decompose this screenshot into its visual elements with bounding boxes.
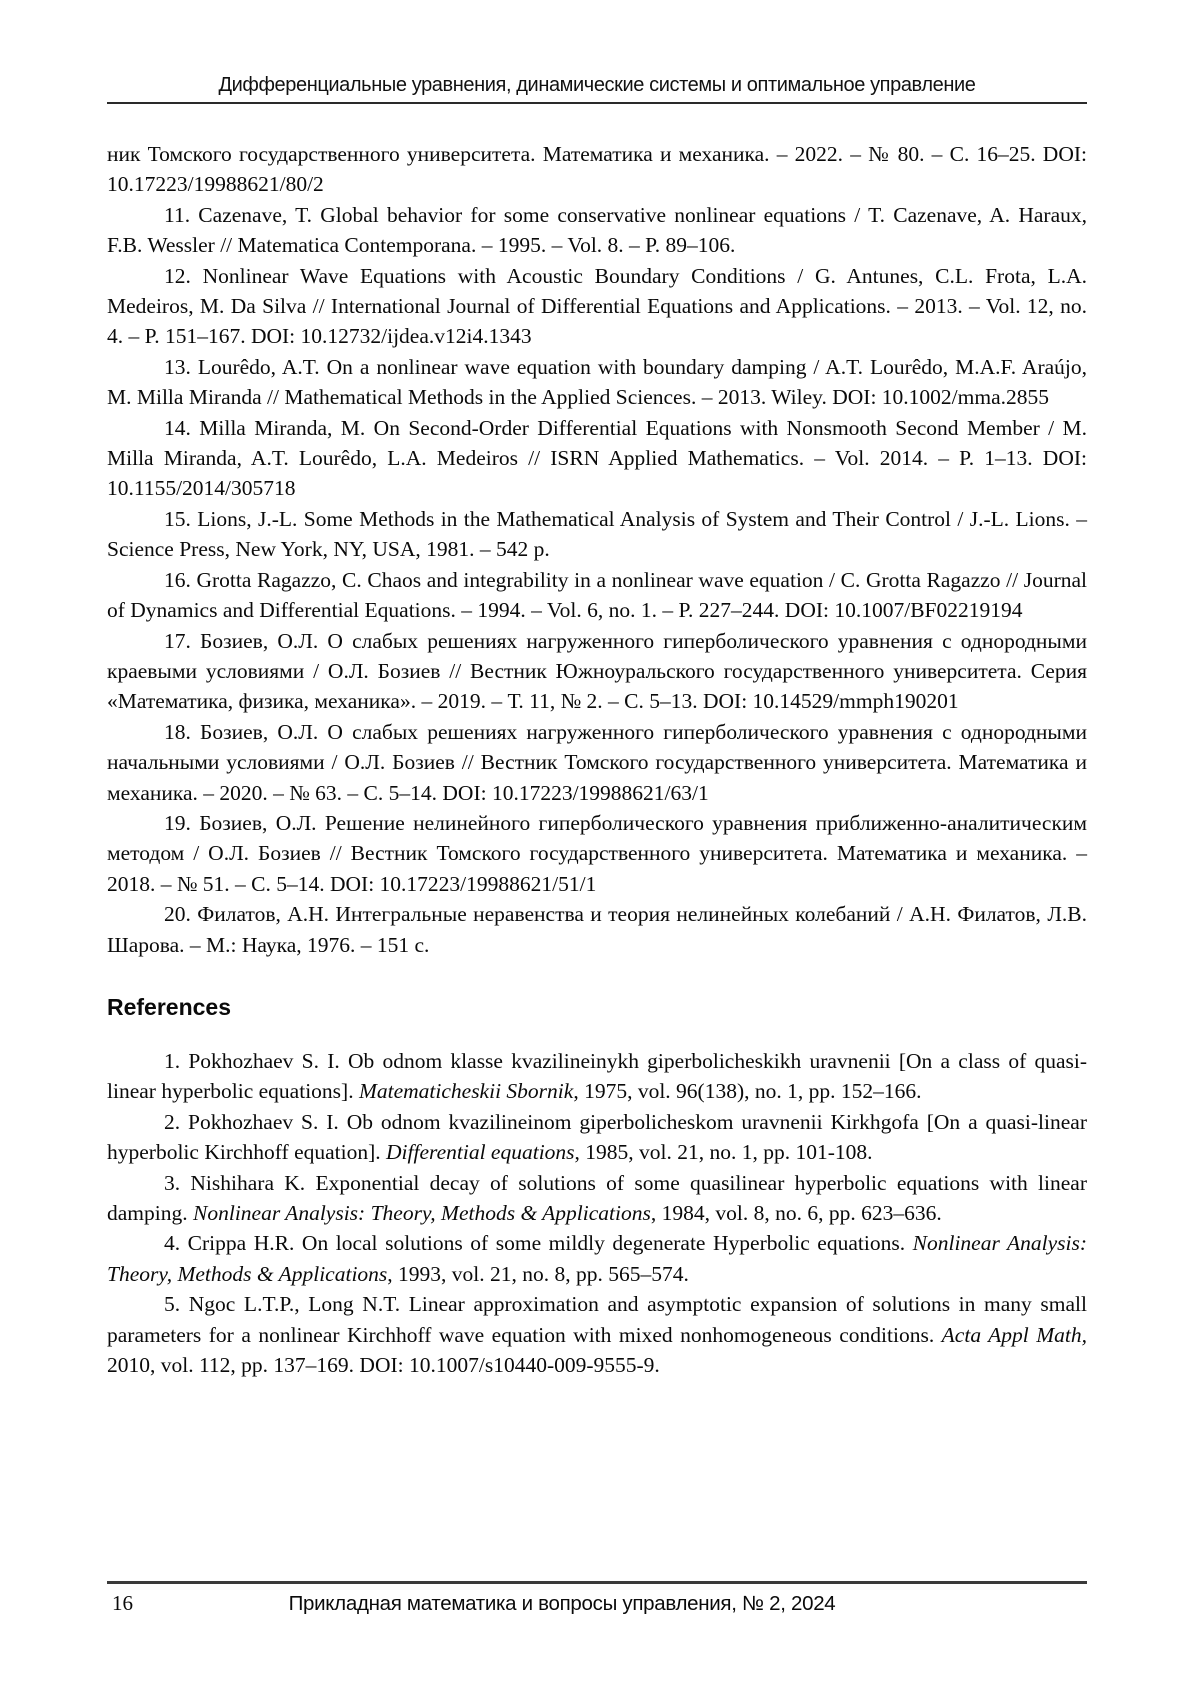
reference-text: , 1993, vol. 21, no. 8, pp. 565–574. [387, 1261, 689, 1286]
reference-paragraph [107, 565, 1087, 626]
reference-text: 12. Nonlinear Wave Equations with Acoustic Boundary Conditions / G. Antunes, C.L. Frota, L.A. Medeiros, M. Da Silva // International Journal of Differential Equations and Applications. – 2013. – Vol. 12, no. 4. – P. 151–167. DOI: 10.12732/ijdea.v12i4.1343 [107, 263, 1087, 349]
reference-paragraph [107, 352, 1087, 413]
page-number: 16 [112, 1591, 133, 1615]
reference-text: 20. Филатов, А.Н. Интегральные неравенства и теория нелинейных колебаний / А.Н. Филатов, Л.В. Шарова. – М.: Наука, 1976. – 151 с. [107, 902, 1087, 957]
reference-text: 14. Milla Miranda, M. On Second-Order Differential Equations with Nonsmooth Second Member / M. Milla Miranda, A.T. Lourêdo, L.A. Medeiros // ISRN Applied Mathematics. – Vol. 2014. – P. 1–13. DOI: 10.1155/2014/305718 [107, 415, 1087, 501]
reference-paragraph [107, 808, 1087, 899]
reference-paragraph [107, 1289, 1087, 1380]
reference-text: 18. Бозиев, О.Л. О слабых решениях нагруженного гиперболического уравнения с однородными начальными условиями / О.Л. Бозиев // Вестник Томского государственного университета. Математика и механика. – 2020. – № 63. – С. 5–14. DOI: 10.17223/19988621/63/1 [107, 719, 1087, 805]
reference-text: 17. Бозиев, О.Л. О слабых решениях нагруженного гиперболического уравнения с однородными краевыми условиями / О.Л. Бозиев // Вестник Южноуральского государственного университета. Серия «Математика, физика, механика». – 2019. – Т. 11, № 2. – С. 5–13. DOI: 10.14529/mmph190201 [107, 628, 1087, 714]
reference-text: 13. Lourêdo, A.T. On a nonlinear wave equation with boundary damping / A.T. Lourêdo, M.A.F. Araújo, M. Milla Miranda // Mathematical Methods in the Applied Sciences. – 2013. Wiley. DOI: 10.1002/mma.2855 [107, 354, 1087, 410]
reference-text: 2010, vol. 112, pp. 137–169. DOI: 10.1007/s10440-009-9555-9. [107, 1353, 660, 1378]
reference-text: 15. Lions, J.-L. Some Methods in the Mathematical Analysis of System and Their Control / J.-L. Lions. – Science Press, New York, NY, USA, 1981. – 542 p. [107, 506, 1087, 562]
running-header-title: Дифференциальные уравнения, динамические системы и оптимальное управление [218, 74, 976, 96]
reference-text: 1. Pokhozhaev S. I. Ob odnom klasse kvazilineinykh giperbolicheskikh uravnenii [On a class of quasi-linear hyperbolic equations]. [107, 1048, 1087, 1104]
page-footer [107, 1581, 1087, 1630]
reference-text: , 1984, vol. 8, no. 6, pp. 623–636. [650, 1201, 942, 1225]
reference-paragraph [107, 1107, 1087, 1168]
footer-journal-title: Прикладная математика и вопросы управления, № 2, 2024 [288, 1592, 836, 1615]
reference-text: 5. Ngoc L.T.P., Long N.T. Linear approximation and asymptotic expansion of solutions in many small parameters for a nonlinear Kirchhoff wave equation with mixed nonhomogeneous conditions. [107, 1292, 1087, 1347]
references-english [107, 1046, 1087, 1380]
reference-text: , 1975, vol. 96(138), no. 1, pp. 152–166. [573, 1079, 922, 1104]
reference-text: 19. Бозиев, О.Л. Решение нелинейного гиперболического уравнения приближенно-аналитическим методом / О.Л. Бозиев // Вестник Томского государственного университета. Математика и механика. – 2018. – № 51. – С. 5–14. DOI: 10.17223/19988621/51/1 [107, 810, 1087, 896]
reference-paragraph [107, 1046, 1087, 1107]
reference-paragraph [107, 261, 1087, 352]
reference-paragraph [107, 139, 1087, 200]
reference-text: 16. Grotta Ragazzo, C. Chaos and integrability in a nonlinear wave equation / C. Grotta Ragazzo // Journal of Dynamics and Differential Equations. – 1994. – Vol. 6, no. 1. – P. 227–244. DOI: 10.1007/BF02219194 [107, 567, 1087, 623]
reference-text: 11. Cazenave, T. Global behavior for some conservative nonlinear equations / T. Cazenave, A. Haraux, F.B. Wessler // Matematica Contemporana. – 1995. – Vol. 8. – P. 89–106. [107, 202, 1087, 258]
reference-paragraph [107, 413, 1087, 504]
journal-title-italic: Matematicheskii Sbornik [358, 1079, 574, 1104]
reference-text: 3. Nishihara K. Exponential decay of solutions of some quasilinear hyperbolic equations with linear damping. [107, 1170, 1087, 1225]
reference-text: 2. Pokhozhaev S. I. Ob odnom kvazilineinom giperbolicheskom uravnenii Kirkhgofa [On a quasi-linear hyperbolic Kirchhoff equation]. [107, 1109, 1087, 1165]
reference-paragraph [107, 1168, 1087, 1229]
reference-paragraph [107, 200, 1087, 261]
journal-title-italic: Differential equations [386, 1140, 575, 1165]
page-content [107, 139, 1087, 1380]
references-heading: References [107, 993, 232, 1020]
reference-paragraph [107, 626, 1087, 717]
running-header [107, 74, 1087, 104]
reference-paragraph [107, 1228, 1087, 1289]
bibliography-russian [107, 139, 1087, 960]
reference-text: ник Томского государственного университета. Математика и механика. – 2022. – № 80. – С. 16–25. DOI: 10.17223/19988621/80/2 [107, 142, 1087, 197]
journal-title-italic: Acta Appl Math, [941, 1322, 1087, 1347]
reference-paragraph [107, 504, 1087, 565]
journal-title-italic: Nonlinear Analysis: Theory, Methods & Applications [107, 1231, 1088, 1286]
reference-paragraph [107, 899, 1087, 960]
reference-text: 4. Crippa H.R. On local solutions of some mildly degenerate Hyperbolic equations. [164, 1231, 913, 1256]
reference-text: , 1985, vol. 21, no. 1, pp. 101-108. [574, 1140, 873, 1165]
reference-paragraph [107, 717, 1087, 808]
journal-title-italic: Nonlinear Analysis: Theory, Methods & Applications [193, 1201, 651, 1225]
